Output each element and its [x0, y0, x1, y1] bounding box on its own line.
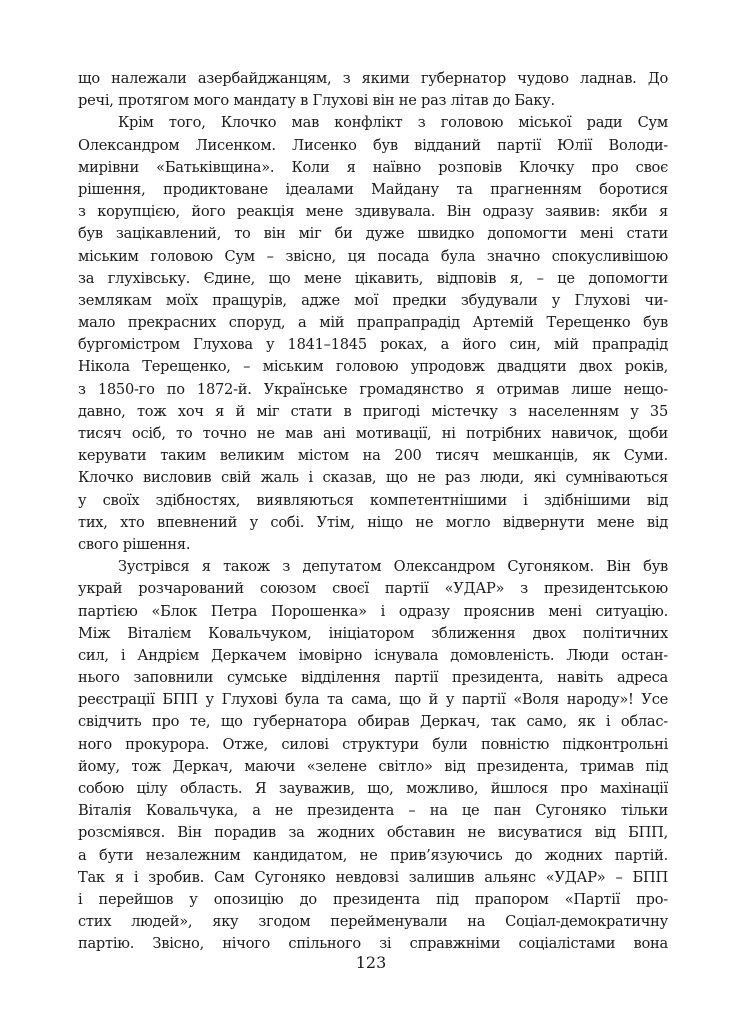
- text-line: собою цілу область. Я зауважив, що, можливо, йшлося про махінації: [78, 780, 668, 797]
- text-line: Нікола Терещенко, – міським головою упродовж двадцяти двох років,: [78, 358, 668, 376]
- text-line: сил, і Андрієм Деркачем імовірно існувала домовленість. Люди остан-: [78, 646, 668, 664]
- text-line: Олександром Лисенком. Лисенко був відданий партії Юлії Володи-: [78, 136, 668, 154]
- text-line: у своїх здібностях, виявляються компетентнішими і здібнішими від: [78, 491, 668, 509]
- text-line: а бути незалежним кандидатом, не прив’язуючись до жодних партій.: [78, 846, 668, 864]
- text-line: з 1850-го по 1872-й. Українське громадянство я отримав лише нещо-: [78, 380, 668, 398]
- text-line: свідчить про те, що губернатора обирав Деркач, так само, як і облас-: [78, 713, 668, 731]
- text-line: з корупцією, його реакція мене здивувала. Він одразу заявив: якби я: [78, 203, 668, 221]
- text-line: тих, хто впевнений у собі. Утім, ніщо не могло відвернути мене від: [78, 513, 668, 531]
- text-line: що належали азербайджанцям, з якими губернатор чудово ладнав. До: [78, 70, 668, 87]
- text-line: украй розчарований союзом своєї партії «УДАР» з президентською: [78, 580, 668, 598]
- body-text: [78, 68, 668, 956]
- text-line: і перейшов у опозицію до президента під прапором «Партії про-: [78, 890, 668, 908]
- text-line: керувати таким великим містом на 200 тисяч мешканців, як Суми.: [78, 447, 668, 465]
- text-line: землякам моїх пращурів, адже мої предки збудували у Глухові чи-: [78, 291, 668, 309]
- text-line: тисяч осіб, то точно не мав ані мотивації, ні потрібних навичок, щоби: [78, 425, 668, 442]
- page-number: 123: [355, 953, 387, 972]
- text-line: йому, тож Деркач, маючи «зелене світло» від президента, тримав під: [78, 757, 668, 775]
- text-line: речі, протягом мого мандату в Глухові він не раз літав до Баку.: [78, 92, 555, 110]
- text-line: реєстрації БПП у Глухові була та сама, що й у партії «Воля народу»! Усе: [78, 691, 668, 709]
- text-line: давно, тож хоч я й міг стати в пригоді містечку з населенням у 35: [78, 402, 668, 420]
- text-line: рішення, продиктоване ідеалами Майдану та прагненням боротися: [78, 180, 668, 198]
- text-line: бургомістром Глухова у 1841–1845 роках, а його син, мій прапрадід: [78, 336, 668, 354]
- text-line: свого рішення.: [78, 535, 191, 553]
- text-line: мирівни «Батьківщина». Коли я наївно розповів Клочку про своє: [78, 158, 668, 176]
- text-line: міським головою Сум – звісно, ця посада була значно спокусливішою: [78, 247, 668, 265]
- paragraph-first-line: Крім того, Клочко мав конфлікт з головою міської ради Сум: [118, 114, 668, 132]
- text-line: партію. Звісно, нічого спільного зі справжніми соціалістами вона: [78, 935, 668, 953]
- text-line: партією «Блок Петра Порошенка» і одразу прояснив мені ситуацію.: [78, 602, 668, 620]
- text-line: Клочко висловив свій жаль і сказав, що не раз люди, які сумніваються: [78, 469, 668, 487]
- text-line: Так я і зробив. Сам Сугоняко невдовзі залишив альянс «УДАР» – БПП: [78, 868, 668, 886]
- text-line: нього заповнили сумське відділення партії президента, навіть адреса: [78, 669, 668, 687]
- text-line: стих людей», яку згодом перейменували на Соціал-демократичну: [78, 913, 668, 931]
- text-line: мало прекрасних споруд, а мій прапрапрадід Артемій Терещенко був: [78, 314, 668, 332]
- text-line: Між Віталієм Ковальчуком, ініціатором зближення двох політичних: [78, 624, 668, 642]
- text-line: за глухівську. Єдине, що мене цікавить, відповів я, – це допомогти: [78, 269, 668, 287]
- text-line: ного прокурора. Отже, силові структури були повністю підконтрольні: [78, 735, 668, 753]
- text-line: розсміявся. Він порадив за жодних обставин не висуватися від БПП,: [78, 824, 668, 842]
- paragraph-first-line: Зустрівся я також з депутатом Олександром Сугоняком. Він був: [118, 558, 668, 576]
- text-line: був зацікавлений, то він міг би дуже швидко допомогти мені стати: [78, 225, 668, 243]
- text-line: Віталія Ковальчука, а не президента – на це пан Сугоняко тільки: [78, 802, 668, 820]
